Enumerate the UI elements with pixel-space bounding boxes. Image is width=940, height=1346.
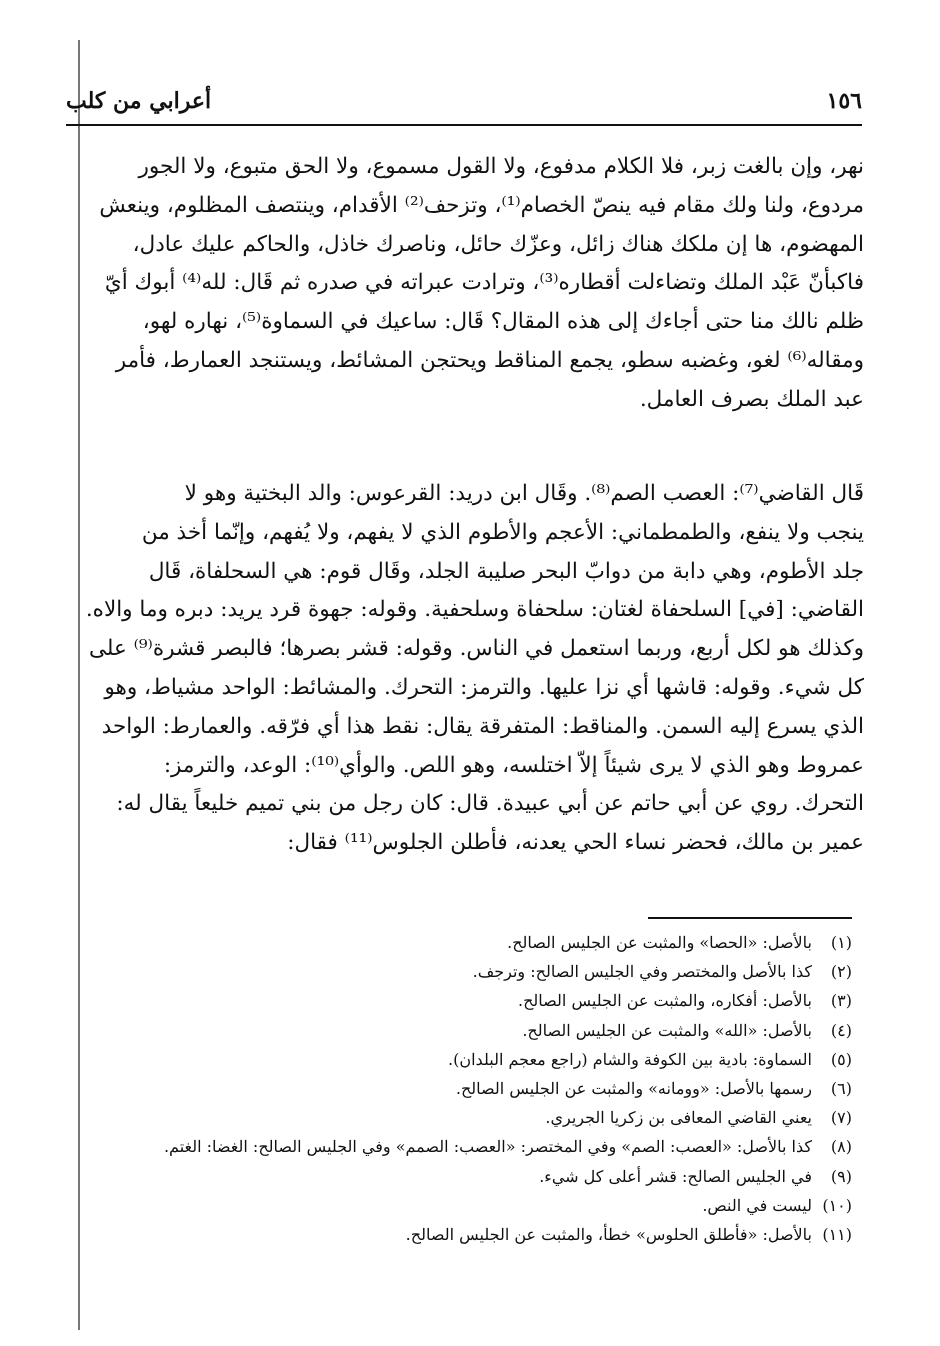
footnote [90, 1132, 852, 1161]
footnote-number: (٥) [830, 1049, 852, 1069]
footnote-text: في الجليس الصالح: قشر أعلى كل شيء. [539, 1166, 812, 1186]
footnote-text: ليست في النص. [702, 1195, 812, 1215]
footnote [90, 986, 852, 1015]
text-line: نهر، وإن بالغت زبر، فلا الكلام مدفوع، ولا القول مسموع، ولا الحق متبوع، ولا الجور [138, 154, 864, 179]
text-line: ومقاله⁽⁶⁾ لغو، وغضبه سطو، يجمع المناقط ويحتجن المشائط، ويستنجد العمارط، فأمر [115, 347, 864, 373]
text-line: فاكبأنّ عَبْد الملك وتضاءلت أقطاره⁽³⁾، وترادت عبراته في صدره ثم قَال: لله⁽⁴⁾ أبوك أيّ [104, 270, 864, 296]
text-line: ظلم نالك منا حتى أجاءك إلى هذه المقال؟ قَال: ساعيك في السماوة⁽⁵⁾، نهاره لهو، [142, 309, 864, 335]
footnote [90, 1191, 852, 1220]
header-rule [66, 124, 862, 126]
footnote-text: بالأصل: «الحصا» والمثبت عن الجليس الصالح. [507, 933, 812, 952]
page-number: ١٥٦ [826, 88, 862, 114]
footnote-text: بالأصل: «الله» والمثبت عن الجليس الصالح. [522, 1020, 812, 1040]
footnotes [90, 928, 852, 1249]
footnote-text: بالأصل: أفكاره، والمثبت عن الجليس الصالح. [518, 991, 812, 1011]
text-line: عمروط وهو الذي لا يرى شيئاً إلاّ اختلسه، وهو اللص. والوأي⁽¹⁰⁾: الوعد، والترمز: [163, 752, 864, 778]
paragraph-2 [80, 475, 864, 863]
paragraph-1 [80, 148, 864, 420]
footnote [90, 1220, 852, 1249]
footnote-text: كذا بالأصل والمختصر وفي الجليس الصالح: وترجف. [472, 962, 812, 982]
text-line: كل شيء. وقوله: قاشها أي نزا عليها. والترمز: التحرك. والمشائط: الواحد مشياط، وهو [104, 674, 864, 700]
running-title: أعرابي من كلب [66, 88, 212, 114]
footnote [90, 957, 852, 986]
text-line: المهضوم، ها إن ملكك هناك زائل، وعزّك حائل، وناصرك خاذل، والحاكم عليك عادل، [132, 231, 864, 257]
text-line: مردوع، ولنا ولك مقام فيه ينصّ الخصام⁽¹⁾، وتزحف⁽²⁾ الأقدام، وينتصف المظلوم، وينعش [99, 192, 864, 218]
footnote-text: السماوة: بادية بين الكوفة والشام (راجع معجم البلدان). [448, 1049, 812, 1069]
footnote-text: كذا بالأصل: «العصب: الصم» وفي المختصر: «العصب: الصمم» وفي الجليس الصالح: الغضا: الغتم. [163, 1137, 812, 1157]
footnote-number: (٦) [830, 1079, 852, 1099]
text-line: التحرك. روي عن أبي حاتم عن أبي عبيدة. قال: كان رجل من بني تميم خليعاً يقال له: [116, 791, 864, 817]
footnote [90, 928, 852, 957]
footnote-text: بالأصل: «فأطلق الحلوس» خطأ، والمثبت عن الجليس الصالح. [405, 1225, 812, 1245]
footnote-number: (٧) [830, 1108, 852, 1128]
footnote [90, 1045, 852, 1074]
page-header [66, 84, 862, 124]
footnote-number: (٩) [830, 1166, 852, 1186]
text-line: قَال القاضي⁽⁷⁾: العصب الصم⁽⁸⁾. وقَال ابن دريد: القرعوس: والد البختية وهو لا [184, 481, 864, 506]
text-line: القاضي: [في] السلحفاة لغتان: سلحفاة وسلحفية. وقوله: جهوة قرد يريد: دبره وما والاه. [85, 597, 864, 623]
text-line: عبد الملك بصرف العامل. [639, 386, 864, 412]
text-line: عمير بن مالك، فحضر نساء الحي يعدنه، فأطلن الجلوس⁽¹¹⁾ فقال: [287, 830, 864, 856]
footnote-number: (٢) [830, 962, 852, 982]
text-line: جلد الأطوم، وهي دابة من دوابّ البحر صليبة الجلد، وقَال قوم: هي السحلفاة، قَال [148, 558, 864, 584]
text-line: ينجب ولا ينفع، والطمطماني: الأعجم والأطوم الذي لا يفهم، ولا يُفهم، وإنّما أخذ من [141, 519, 864, 545]
footnote-number: (٤) [830, 1020, 852, 1040]
footnote-number: (٨) [830, 1137, 852, 1157]
footnote [90, 1074, 852, 1103]
footnote-separator [648, 917, 852, 919]
footnote-number: (١) [830, 933, 852, 952]
footnote [90, 1103, 852, 1132]
footnote [90, 1162, 852, 1191]
footnote-text: يعني القاضي المعافى بن زكريا الجريري. [545, 1108, 812, 1128]
footnote-number: (١١) [822, 1225, 852, 1245]
footnote [90, 1016, 852, 1045]
text-line: الذي يسرع إليه السمن. والمناقط: المتفرقة يقال: نقط هذا أي فرّقه. والعمارط: الواحد [101, 713, 864, 739]
text-line: وكذلك هو لكل أربع، وربما استعمل في الناس. وقوله: قشر بصرها؛ فالبصر قشرة⁽⁹⁾ على [88, 636, 864, 662]
footnote-text: رسمها بالأصل: «وومانه» والمثبت عن الجليس الصالح. [455, 1079, 812, 1099]
footnote-number: (٣) [830, 991, 852, 1011]
footnote-number: (١٠) [822, 1195, 852, 1215]
